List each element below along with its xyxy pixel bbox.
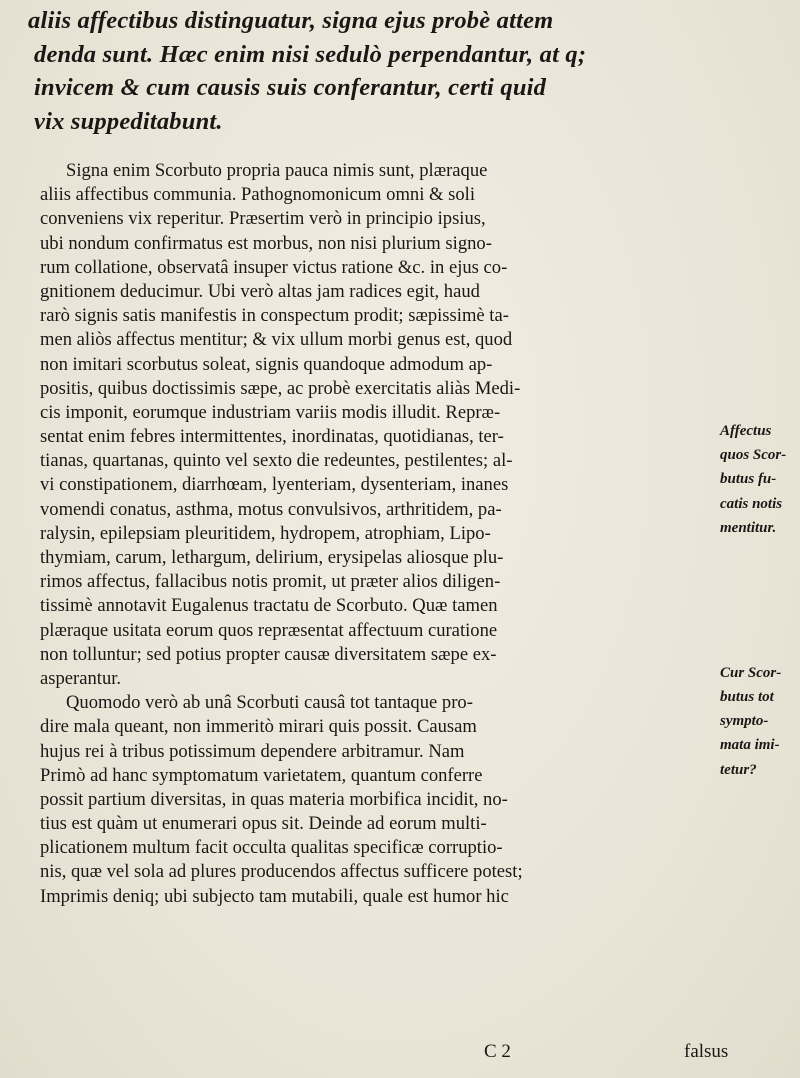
text-line: hujus rei à tribus potissimum dependere arbitramur. Nam [40, 740, 465, 762]
text-line: nis, quæ vel sola ad plures producendos affectus sufficere potest; [40, 861, 523, 883]
signature-mark: C 2 [484, 1041, 511, 1062]
margin-note-line: butus fu- [720, 471, 777, 488]
text-line: non tolluntur; sed potius propter causæ diversitatem sæpe ex- [40, 643, 497, 665]
page-footer [0, 1041, 800, 1071]
text-line: rarò signis satis manifestis in conspectum prodit; sæpissimè ta- [40, 305, 509, 327]
body-text [40, 159, 740, 909]
text-line: ubi nondum confirmatus est morbus, non nisi plurium signo- [40, 232, 492, 254]
margin-notes [720, 419, 800, 782]
text-line: tius est quàm ut enumerari opus sit. Deinde ad eorum multi- [40, 813, 487, 835]
text-line: vomendi conatus, asthma, motus convulsivos, arthritidem, pa- [40, 498, 502, 520]
text-line: asperantur. [40, 667, 122, 689]
margin-note-line: sympto- [720, 713, 769, 730]
italic-line: denda sunt. Hæc enim nisi sedulò perpendantur, at q; [34, 40, 587, 68]
text-line: tissimè annotavit Eugalenus tractatu de Scorbuto. Quæ tamen [40, 595, 498, 617]
text-line: Imprimis deniq; ubi subjecto tam mutabili, quale est humor hic [40, 885, 509, 907]
text-line: non imitari scorbutus soleat, signis quandoque admodum ap- [40, 353, 493, 375]
margin-note-line: mentitur. [720, 519, 777, 536]
italic-paragraph [28, 4, 776, 138]
text-line: vi constipationem, diarrhœam, lyenteriam, dysenteriam, inanes [40, 474, 509, 496]
catchword: falsus [684, 1041, 729, 1062]
text-line: cis imponit, eorumque industriam variis modis illudit. Repræ- [40, 401, 501, 423]
text-line: dire mala queant, non immeritò mirari quis possit. Causam [40, 716, 477, 738]
italic-line: vix suppeditabunt. [34, 107, 223, 135]
margin-note-line: Affectus [720, 423, 772, 439]
text-line: possit partium diversitas, in quas materia morbifica incidit, no- [40, 788, 508, 810]
text-line: conveniens vix reperitur. Præsertim verò in principio ipsius, [40, 208, 486, 230]
text-line: sentat enim febres intermittentes, inordinatas, quotidianas, ter- [40, 426, 504, 448]
text-line: plicationem multum facit occulta qualitas specificæ corruptio- [40, 837, 503, 859]
margin-note-line: mata imi- [720, 737, 780, 754]
margin-note-line [720, 564, 800, 588]
text-line: rum collatione, observatâ insuper victus ratione &c. in ejus co- [40, 256, 508, 278]
text-line: thymiam, carum, lethargum, delirium, erysipelas aliosque plu- [40, 547, 504, 568]
margin-note-line: Cur Scor- [720, 664, 782, 681]
margin-note-line: tetur? [720, 761, 757, 778]
text-line: Signa enim Scorbuto propria pauca nimis sunt, plæraque [66, 160, 488, 181]
text-line: positis, quibus doctissimis sæpe, ac probè exercitatis aliàs Medi- [40, 377, 521, 399]
text-line: plæraque usitata eorum quos repræsentat affectuum curatione [40, 619, 498, 641]
margin-note-line [720, 613, 800, 637]
text-line: Quomodo verò ab unâ Scorbuti causâ tot tantaque pro- [66, 692, 473, 714]
text-line: rimos affectus, fallacibus notis promit, ut præter alios diligen- [40, 571, 501, 593]
margin-note-line: catis notis [720, 495, 783, 512]
italic-line: aliis affectibus distinguatur, signa ejus probè attem [28, 7, 554, 34]
text-line: tianas, quartanas, quinto vel sexto die redeuntes, pestilentes; al- [40, 450, 513, 472]
margin-note-line: quos Scor- [720, 447, 787, 464]
margin-note-line: butus tot [720, 689, 774, 706]
text-line: men aliòs affectus mentitur; & vix ullum morbi genus est, quod [40, 329, 513, 351]
margin-note-line [720, 637, 800, 661]
text-line: Primò ad hanc symptomatum varietatem, quantum conferre [40, 764, 483, 786]
text-line: aliis affectibus communia. Pathognomonicum omni & soli [40, 184, 476, 206]
italic-line: invicem & cum causis suis conferantur, certi quid [34, 74, 547, 101]
margin-note-line [720, 588, 800, 612]
text-line: gnitionem deducimur. Ubi verò altas jam radices egit, haud [40, 280, 480, 302]
text-line: ralysin, epilepsiam pleuritidem, hydropem, atrophiam, Lipo- [40, 522, 491, 544]
margin-note-line [720, 540, 800, 564]
